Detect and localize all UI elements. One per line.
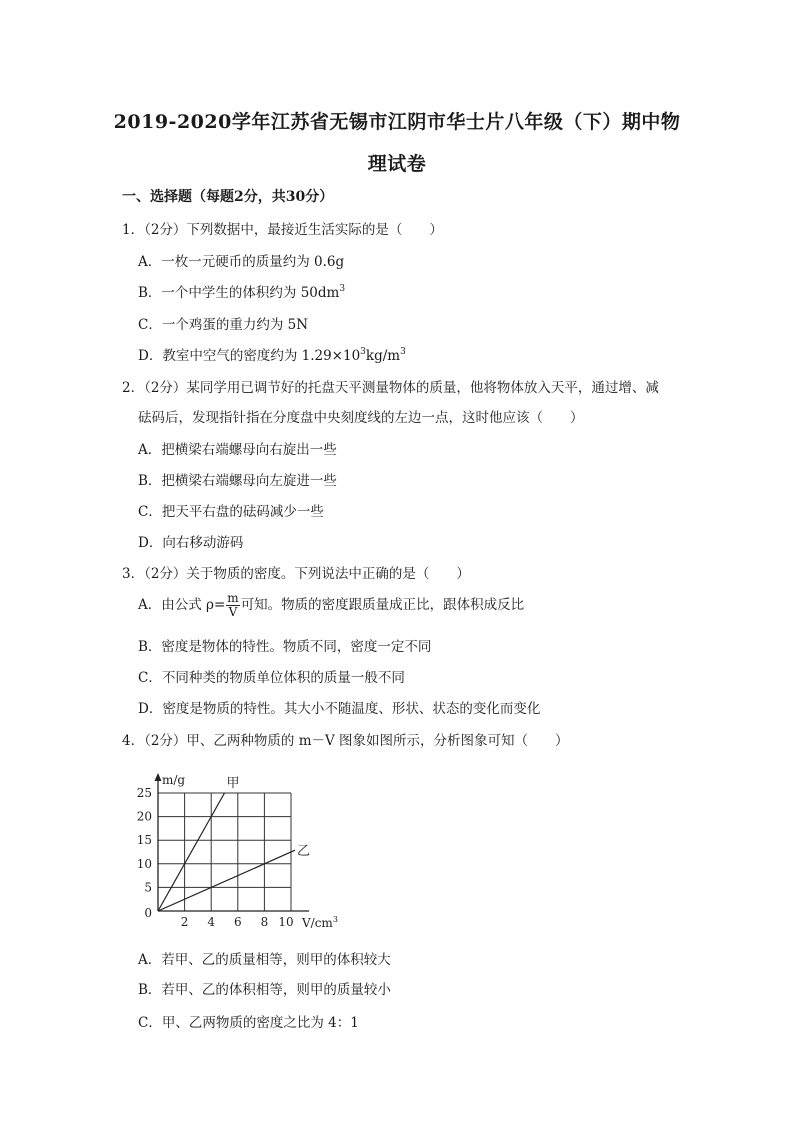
y-axis-label: m/g — [162, 773, 186, 787]
y-tick-label-20: 20 — [136, 809, 152, 824]
q2-option-b: B．把横梁右端螺母向左旋进一些 — [138, 473, 337, 489]
paper-title-line2: 理试卷 — [367, 153, 427, 175]
q2-stem-line1: 2．（2分）某同学用已调节好的托盘天平测量物体的质量，他将物体放入天平，通过增、减 — [122, 380, 659, 396]
q1-stem: 1．（2分）下列数据中，最接近生活实际的是（ ） — [122, 222, 443, 238]
q4-stem: 4．（2分）甲、乙两种物质的 m－V 图象如图所示，分析图象可知（ ） — [122, 733, 569, 749]
y-tick-label-10: 10 — [136, 856, 152, 871]
q2-option-c: C．把天平右盘的砝码减少一些 — [138, 504, 324, 520]
paper-title-line1: 2019-2020学年江苏省无锡市江阴市华士片八年级（下）期中物 — [113, 111, 681, 133]
density-fraction: $\frac{m}{V}$ — [227, 591, 239, 619]
q2-option-a: A．把横梁右端螺母向右旋出一些 — [138, 442, 337, 458]
q3-stem: 3．（2分）关于物质的密度。下列说法中正确的是（ ） — [122, 566, 470, 582]
y-axis-arrow — [155, 773, 162, 781]
q3-option-b: B．密度是物体的特性。物质不同，密度一定不同 — [138, 639, 432, 655]
x-axis-label: $V/cm^3$ — [302, 915, 338, 930]
y-tick-label-25: 25 — [136, 786, 152, 800]
series-label-yi: 乙 — [297, 844, 311, 859]
q2-option-d: D．向右移动游码 — [138, 535, 244, 551]
section-heading: 一、选择题（每题2分，共30分） — [122, 189, 334, 205]
q3-option-d: D．密度是物质的特性。其大小不随温度、形状、状态的变化而变化 — [138, 701, 541, 717]
q3-option-a: A．由公式 ρ= $\frac{m}{V}$ 可知。物质的密度跟质量成正比，跟体积成反比 — [138, 591, 525, 619]
q1-option-b: B．一个中学生的体积约为 $50dm^3$ — [138, 284, 346, 301]
x-tick-label-10: 10 — [278, 915, 294, 929]
x-tick-label-4: 4 — [207, 915, 216, 929]
origin-label: 0 — [144, 906, 152, 920]
x-tick-label-8: 8 — [260, 915, 269, 929]
q4-option-a: A．若甲、乙的质量相等，则甲的体积较大 — [138, 952, 391, 968]
y-tick-label-15: 15 — [136, 833, 152, 848]
q4-option-c: C．甲、乙两物质的密度之比为 4：1 — [138, 1015, 359, 1031]
series-line-jia — [158, 793, 225, 911]
q4-option-b: B．若甲、乙的体积相等，则甲的质量较小 — [138, 982, 391, 998]
series-line-yi — [158, 850, 295, 911]
x-tick-label-6: 6 — [233, 915, 242, 929]
q3-option-c: C．不同种类的物质单位体积的质量一般不同 — [138, 670, 405, 686]
x-tick-label-2: 2 — [180, 915, 189, 929]
q1-option-d: D．教室中空气的密度约为 $1.29\times 10^3kg/m^3$ — [138, 347, 406, 364]
q1-option-a: A．一枚一元硬币的质量约为 0.6g — [138, 254, 345, 270]
series-label-jia: 甲 — [226, 776, 240, 791]
q2-stem-line2: 砝码后，发现指针指在分度盘中央刻度线的左边一点，这时他应该（ ） — [138, 410, 584, 426]
y-tick-label-5: 5 — [144, 880, 152, 895]
m-v-graph — [130, 758, 350, 936]
x-axis-label-sup: 3 — [332, 915, 338, 924]
q1-option-c: C．一个鸡蛋的重力约为 5N — [138, 317, 309, 333]
